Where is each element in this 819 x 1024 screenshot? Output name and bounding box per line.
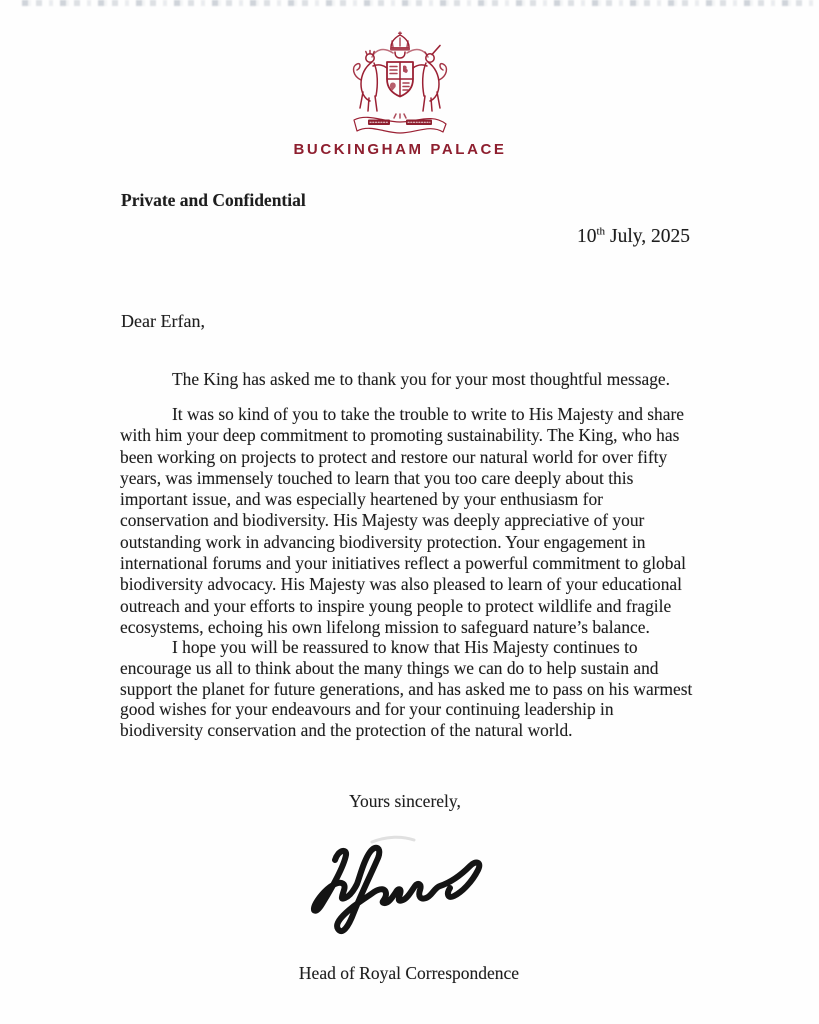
classification-line: Private and Confidential — [121, 190, 306, 210]
handwritten-signature — [302, 834, 507, 939]
royal-coat-of-arms-icon — [334, 30, 466, 140]
date-month-year: July, 2025 — [610, 226, 690, 247]
date-day: 10 — [576, 226, 597, 247]
date-line — [120, 226, 690, 248]
salutation: Dear Erfan, — [121, 311, 205, 331]
letterhead-title: BUCKINGHAM PALACE — [293, 141, 507, 158]
scan-artifact-strip — [22, 0, 819, 6]
closing-line: Yours sincerely, — [349, 791, 461, 811]
paragraph-thanks: The King has asked me to thank you for your most thoughtful message. — [172, 369, 670, 389]
paragraph-closing: I hope you will be reassured to know that His Majesty continues to encourage us all to think about the many things we can do to help sustain and support the planet for future generations, and has asked me to pass on his warmest good wishes for your endeavours and for your continuing leadership in biodiversity conservation and the protection of the natural world. — [120, 637, 693, 741]
paragraph-main: It was so kind of you to take the trouble to write to His Majesty and share with him your deep commitment to promoting sustainability. The King, who has been working on projects to protect and restore our natural world for over fifty years, was immensely touched to learn that you too care deeply about this important issue, and was especially heartened by your enthusiasm for conservation and biodiversity. His Majesty was deeply appreciative of your outstanding work in advancing biodiversity protection. Your engagement in international forums and your initiatives reflect a powerful commitment to global biodiversity advocacy. His Majesty was also pleased to learn of your educational outreach and your efforts to inspire young people to protect wildlife and fragile ecosystems, echoing his own lifelong mission to safeguard nature’s balance. — [120, 404, 687, 637]
signer-title: Head of Royal Correspondence — [298, 963, 520, 983]
date-ordinal-suffix: th — [596, 225, 605, 238]
